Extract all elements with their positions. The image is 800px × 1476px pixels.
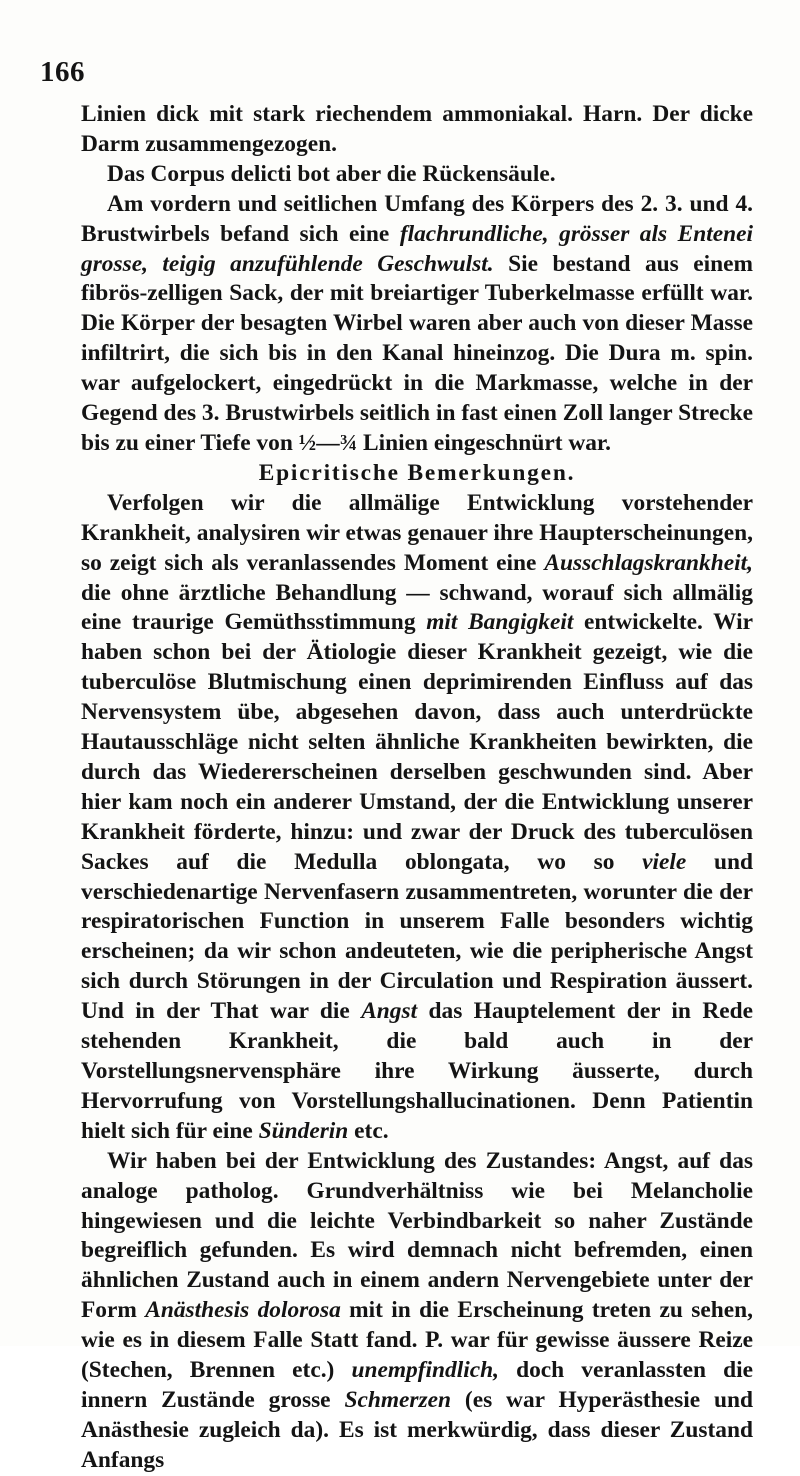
text-segment: doch veranlassten die innern Zustände grosse: [81, 1357, 753, 1413]
emphasis-segment: Schmerzen: [344, 1386, 452, 1413]
emphasis-segment: Angst: [361, 998, 418, 1025]
text-segment: die ohne ärztliche Behandlung — schwand, worauf sich allmälig eine traurige Gemüthsstimmung: [81, 579, 753, 636]
paragraph: [81, 100, 753, 160]
text-segment: Linien dick mit stark riechendem ammoniakal. Harn. Der dicke Darm zusammengezogen.: [81, 101, 753, 157]
text-segment: Am vordern und seitlichen Umfang des Körpers des 2. 3. und 4. Brustwirbels befand sich eine: [81, 190, 753, 247]
emphasis-segment: Ausschlagskrankheit,: [544, 549, 753, 576]
heading-text: Epicritische Bemerkungen.: [258, 459, 576, 486]
paragraph: [81, 1147, 753, 1476]
text-segment: und verschiedenartige Nervenfasern zusammentreten, worunter die der respiratorischen Function in unserem Falle besonders wichtig erscheinen; da wir schon andeuteten, wie die peripherische Angst sich durch Störungen in der Circulation und Respiration äussert. Und in der That war die: [81, 848, 753, 1025]
text-segment: etc.: [348, 1117, 389, 1144]
emphasis-segment: flachrundliche, grösser als Entenei grosse, teigig anzufühlende Geschwulst.: [81, 220, 753, 277]
emphasis-segment: unempfindlich,: [351, 1357, 499, 1384]
text-segment: Sie bestand aus einem fibrös-zelligen Sack, der mit breiartiger Tuberkelmasse erfüllt war. Die Körper der besagten Wirbel waren aber auch von dieser Masse infiltrirt, die sich bis in den Kanal hineinzog. Die Dura m. spin. war aufgelockert, eingedrückt in die Markmasse, welche in der Gegend des 3. Brustwirbels seitlich in fast einen Zoll langer Strecke bis zu einer Tiefe von ½—¾ Linien eingeschnürt war.: [81, 250, 754, 456]
text-segment: das Hauptelement der in Rede stehenden Krankheit, die bald auch in der Vorstellungsnervensphäre ihre Wirkung äusserte, durch Hervorrufung von Vorstellungshallucinationen. Denn Patientin hielt sich für eine: [81, 998, 753, 1144]
body-text: [81, 100, 753, 1476]
text-segment: Das Corpus delicti bot aber die Rückensäule.: [107, 160, 556, 187]
emphasis-segment: Anästhesis dolorosa: [145, 1297, 341, 1324]
emphasis-segment: mit Bangigkeit: [426, 609, 574, 636]
paragraph: [81, 489, 753, 1147]
text-segment: entwickelte. Wir haben schon bei der Ätiologie dieser Krankheit gezeigt, wie die tuberculöse Blutmischung einen deprimirenden Einfluss auf das Nervensystem übe, abgesehen davon, dass auch unterdrückte Hautausschläge nicht selten ähnliche Krankheiten bewirkten, die durch das Wiedererscheinen derselben geschwunden sind. Aber hier kam noch ein anderer Umstand, der die Entwicklung unserer Krankheit förderte, hinzu: und zwar der Druck des tuberculösen Sackes auf die Medulla oblongata, wo so: [81, 609, 754, 875]
text-segment: Verfolgen wir die allmälige Entwicklung vorstehender Krankheit, analysiren wir etwas genauer ihre Haupterscheinungen, so zeigt sich als veranlassendes Moment eine: [81, 489, 753, 576]
text-segment: Wir haben bei der Entwicklung des Zustandes: Angst, auf das analoge patholog. Grundverhältniss wie bei Melancholie hingewiesen und die leichte Verbindbarkeit so naher Zustände begreiflich gefunden. Es wird demnach nicht befremden, einen ähnlichen Zustand auch in einem andern Nervengebiete unter der Form: [81, 1147, 753, 1324]
text-segment: mit in die Erscheinung treten zu sehen, wie es in diesem Falle Statt fand. P. war für gewisse äussere Reize (Stechen, Brennen etc.): [81, 1297, 753, 1384]
text-segment: (es war Hyperästhesie und Anästhesie zugleich da). Es ist merkwürdig, dass dieser Zustand Anfangs: [81, 1386, 753, 1473]
section-heading: [81, 459, 753, 489]
paragraph: [81, 190, 753, 459]
page-number: 166: [40, 56, 85, 88]
emphasis-segment: viele: [642, 848, 687, 875]
paragraph: [81, 160, 753, 190]
emphasis-segment: Sünderin: [258, 1117, 349, 1144]
